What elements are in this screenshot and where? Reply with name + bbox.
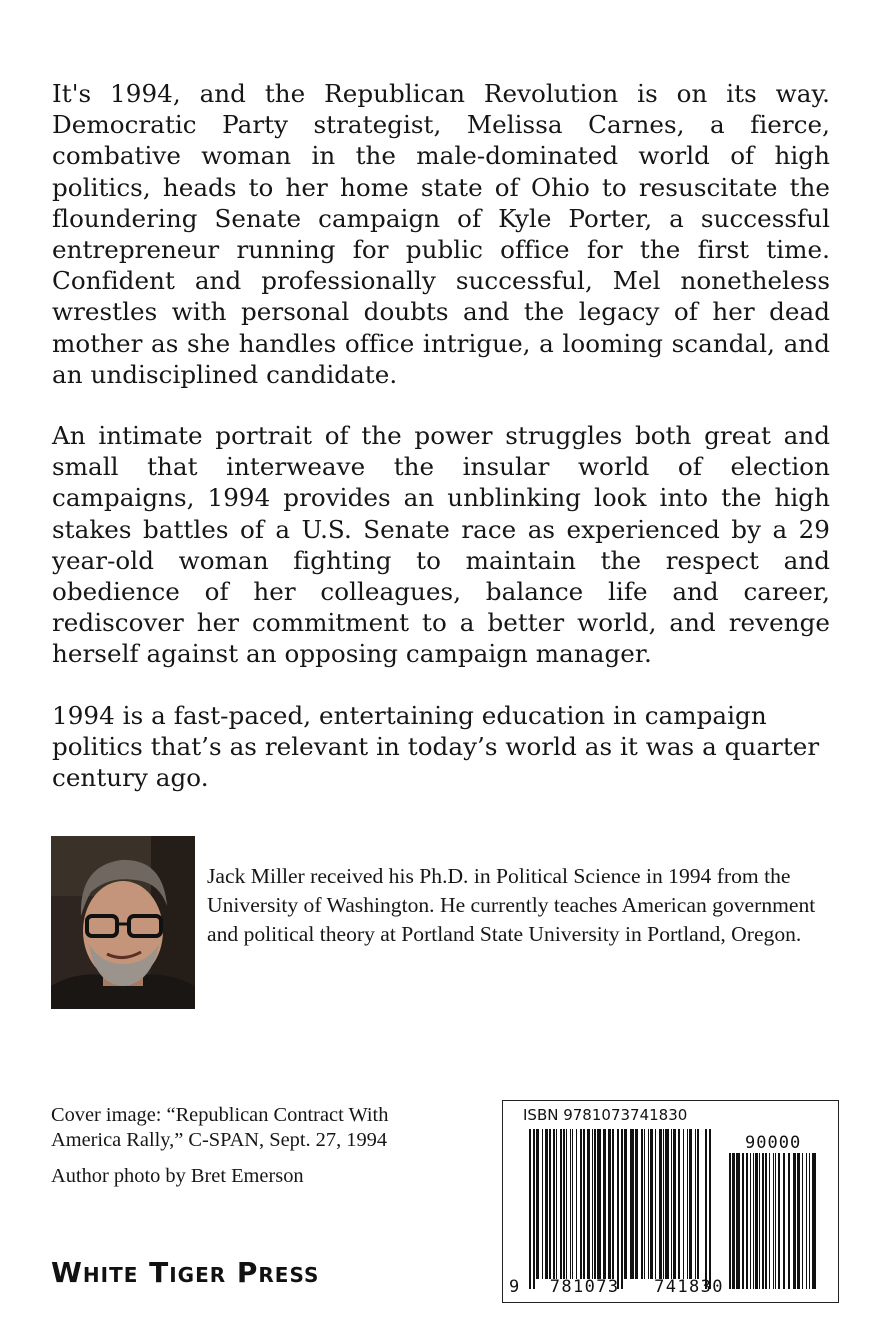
barcode-guard-bar xyxy=(617,1129,619,1289)
barcode-bar xyxy=(775,1153,776,1289)
barcode-bar xyxy=(753,1153,754,1289)
barcode-bar xyxy=(736,1153,740,1289)
barcode-bar xyxy=(630,1129,634,1279)
barcode-bar xyxy=(759,1153,760,1289)
barcode-bar xyxy=(597,1129,601,1279)
barcode-bar xyxy=(583,1129,585,1279)
publisher-name: White Tiger Press xyxy=(51,1256,320,1289)
barcode-bar xyxy=(732,1153,735,1289)
barcode-bar xyxy=(553,1129,555,1279)
barcode-bar xyxy=(788,1153,790,1289)
cover-credit-line-2: America Rally,” C-SPAN, Sept. 27, 1994 xyxy=(51,1129,388,1151)
barcode-guard-bar xyxy=(621,1129,623,1289)
book-blurb xyxy=(52,78,830,823)
barcode-bar xyxy=(750,1153,751,1289)
barcode-guard-bar xyxy=(709,1129,711,1289)
barcode-bar xyxy=(650,1129,653,1279)
barcode-bar xyxy=(683,1129,684,1279)
barcode-guard-bar xyxy=(705,1129,707,1289)
credits xyxy=(51,1103,481,1189)
barcode-bar xyxy=(793,1153,796,1289)
barcode-bar xyxy=(687,1129,688,1279)
barcode-bar xyxy=(778,1153,780,1289)
barcode-bar xyxy=(556,1129,557,1279)
isbn-barcode xyxy=(502,1100,839,1303)
author-photo xyxy=(51,836,195,1009)
barcode-bar xyxy=(765,1153,767,1289)
barcode-guard-bar xyxy=(529,1129,531,1289)
price-code: 90000 xyxy=(745,1133,802,1153)
barcode-bar xyxy=(659,1129,662,1279)
barcode-bar xyxy=(773,1153,774,1289)
barcode-bar xyxy=(665,1129,669,1279)
barcode-bar xyxy=(689,1129,692,1279)
barcode-bar xyxy=(570,1129,571,1279)
barcode-bar xyxy=(635,1129,638,1279)
barcode-bar xyxy=(806,1153,807,1289)
barcode-bar xyxy=(594,1129,596,1279)
barcode-bar xyxy=(697,1129,699,1279)
isbn-digit-group-2: 741830 xyxy=(654,1277,724,1297)
barcode-bar xyxy=(797,1153,800,1289)
barcode-bar xyxy=(644,1129,645,1279)
isbn-digit-group-1: 781073 xyxy=(549,1277,620,1297)
barcode-bar xyxy=(542,1129,543,1279)
barcode-bar xyxy=(560,1129,562,1279)
barcode-bar xyxy=(769,1153,770,1289)
barcode-bar xyxy=(580,1129,582,1279)
barcode-bar xyxy=(612,1129,614,1279)
photo-credit: Author photo by Bret Emerson xyxy=(51,1165,304,1187)
barcode-bar xyxy=(655,1129,656,1279)
author-bio: Jack Miller received his Ph.D. in Political Science in 1994 from the University of Washington. He currently teaches American government and political theory at Portland State University in Portland, Oregon. xyxy=(207,864,816,946)
barcode-bar xyxy=(624,1129,627,1279)
barcode-bar xyxy=(592,1129,593,1279)
barcode-bar xyxy=(678,1129,680,1279)
isbn-digits xyxy=(509,1277,724,1297)
barcode-bar xyxy=(762,1153,764,1289)
barcode-bar xyxy=(608,1129,611,1279)
barcode-bar xyxy=(536,1129,539,1279)
barcode-bar xyxy=(742,1153,744,1289)
barcode-bar xyxy=(673,1129,676,1279)
barcode-bar xyxy=(648,1129,649,1279)
barcode-bar xyxy=(563,1129,565,1279)
barcode-bar xyxy=(802,1153,803,1289)
barcode-bar xyxy=(663,1129,664,1279)
barcode-bar xyxy=(566,1129,567,1279)
barcode-bar xyxy=(549,1129,551,1279)
barcode-graphic xyxy=(503,1101,838,1302)
blurb-paragraph-2: An intimate portrait of the power struggles both great and small that interweave the insular world of election campaigns, 1994 provides an unblinking look into the high stakes battles of a U.S. Senate race as experienced by a 29 year-old woman fighting to maintain the respect and obedience of her colleagues, balance life and career, rediscover her commitment to a better world, and revenge herself against an opposing campaign manager. xyxy=(52,421,830,669)
barcode-bar xyxy=(746,1153,748,1289)
barcode-bar xyxy=(783,1153,785,1289)
barcode-bar xyxy=(671,1129,672,1279)
cover-credit-line-1: Cover image: “Republican Contract With xyxy=(51,1104,389,1126)
barcode-bar xyxy=(587,1129,590,1279)
barcode-bar xyxy=(641,1129,643,1279)
barcode-bar xyxy=(603,1129,606,1279)
blurb-paragraph-1: It's 1994, and the Republican Revolution is on its way. Democratic Party strategist, Melissa Carnes, a fierce, combative woman in the male-dominated world of high politics, heads to her home state of Ohio to resuscitate the floundering Senate campaign of Kyle Porter, a successful entrepreneur running for public office for the first time. Confident and professionally successful, Mel nonetheless wrestles with personal doubts and the legacy of her dead mother as she handles office intrigue, a looming scandal, and an undisciplined candidate. xyxy=(52,79,830,389)
isbn-digit-first: 9 xyxy=(509,1277,520,1297)
barcode-bar xyxy=(729,1153,731,1289)
blurb-paragraph-3: 1994 is a fast-paced, entertaining education in campaign politics that’s as relevant in today’s world as it was a quarter century ago. xyxy=(52,700,820,793)
barcode-bar xyxy=(545,1129,548,1279)
barcode-bar xyxy=(576,1129,577,1279)
barcode-guard-bar xyxy=(533,1129,535,1289)
barcode-bar xyxy=(755,1153,758,1289)
barcode-bar xyxy=(695,1129,696,1279)
barcode-bar xyxy=(809,1153,810,1289)
barcode-bar xyxy=(572,1129,573,1279)
barcode-bar xyxy=(812,1153,816,1289)
isbn-label: ISBN 9781073741830 xyxy=(523,1106,688,1124)
